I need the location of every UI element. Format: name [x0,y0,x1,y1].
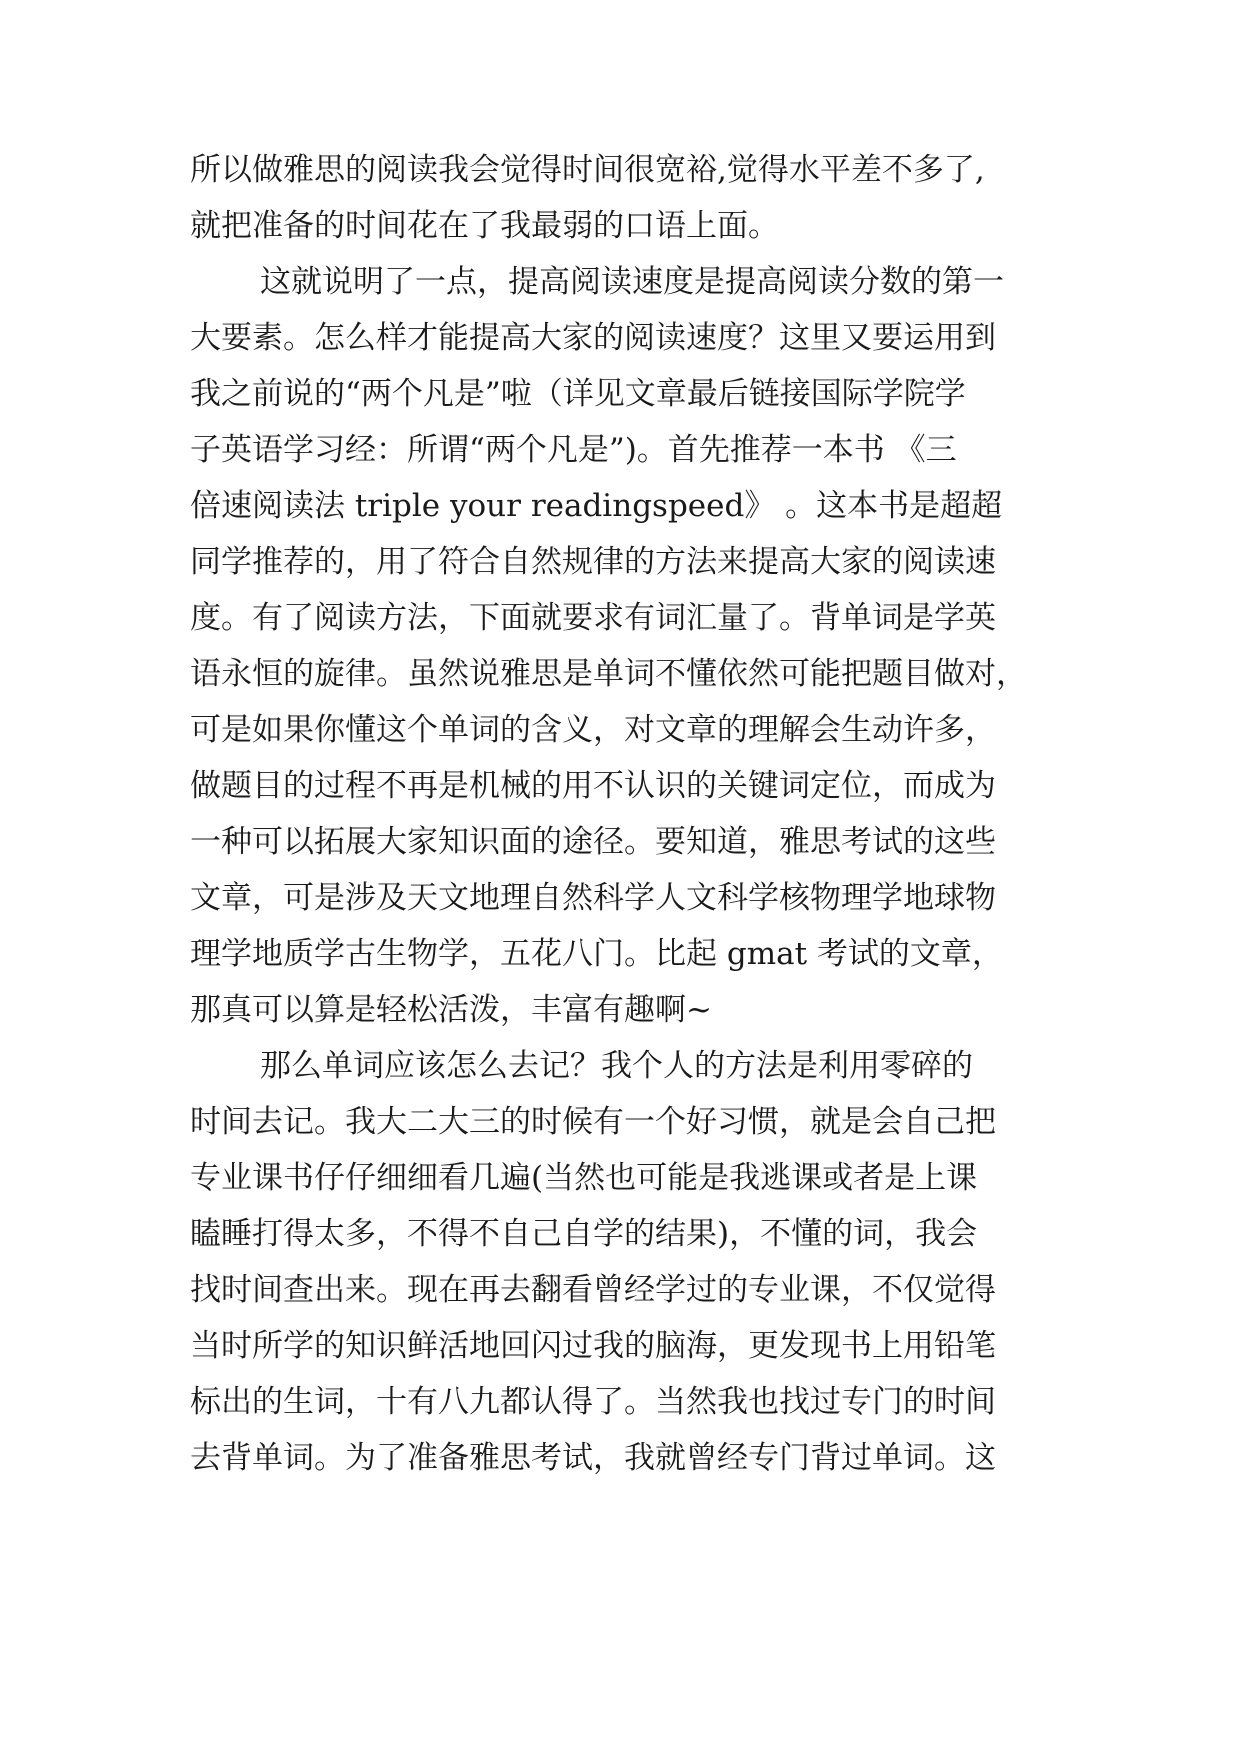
text-line: 就把准备的时间花在了我最弱的口语上面。 [190,208,779,244]
text-line: 那真可以算是轻松活泼，丰富有趣啊~ [190,992,712,1028]
text-line: 文章，可是涉及天文地理自然科学人文科学核物理学地球物 [190,880,996,916]
text-line: 专业课书仔仔细细看几遍(当然也可能是我逃课或者是上课 [190,1160,978,1196]
body-text [190,142,1050,1486]
paragraph-3 [190,1038,1050,1486]
text-line: 倍速阅读法 triple your readingspeed》 。这本书是超超 [190,488,1003,524]
text-line: 找时间查出来。现在再去翻看曾经学过的专业课，不仅觉得 [190,1272,996,1308]
text-line: 时间去记。我大二大三的时候有一个好习惯，就是会自己把 [190,1104,996,1140]
text-line: 那么单词应该怎么去记？我个人的方法是利用零碎的 [260,1048,973,1084]
paragraph-1 [190,142,1050,254]
text-line: 去背单词。为了准备雅思考试，我就曾经专门背过单词。这 [190,1440,996,1476]
text-line: 度。有了阅读方法，下面就要求有词汇量了。背单词是学英 [190,600,996,636]
text-line: 同学推荐的，用了符合自然规律的方法来提高大家的阅读速 [190,544,996,580]
text-line: 大要素。怎么样才能提高大家的阅读速度？这里又要运用到 [190,320,996,356]
text-line: 一种可以拓展大家知识面的途径。要知道，雅思考试的这些 [190,824,996,860]
text-line: 标出的生词，十有八九都认得了。当然我也找过专门的时间 [190,1384,996,1420]
text-line: 我之前说的“两个凡是”啦（详见文章最后链接国际学院学 [190,376,966,412]
text-line: 这就说明了一点，提高阅读速度是提高阅读分数的第一 [260,264,1004,300]
text-line: 所以做雅思的阅读我会觉得时间很宽裕,觉得水平差不多了, [190,152,985,188]
text-line: 瞌睡打得太多，不得不自己自学的结果)，不懂的词，我会 [190,1216,978,1252]
text-line: 理学地质学古生物学，五花八门。比起 gmat 考试的文章， [190,936,1003,972]
text-line: 当时所学的知识鲜活地回闪过我的脑海，更发现书上用铅笔 [190,1328,996,1364]
text-line: 可是如果你懂这个单词的含义，对文章的理解会生动许多， [190,712,996,748]
text-line: 子英语学习经：所谓“两个凡是”)。首先推荐一本书 《三 [190,432,957,468]
text-line: 做题目的过程不再是机械的用不认识的关键词定位，而成为 [190,768,996,804]
text-line: 语永恒的旋律。虽然说雅思是单词不懂依然可能把题目做对， [190,656,1027,692]
paragraph-2 [190,254,1050,1038]
